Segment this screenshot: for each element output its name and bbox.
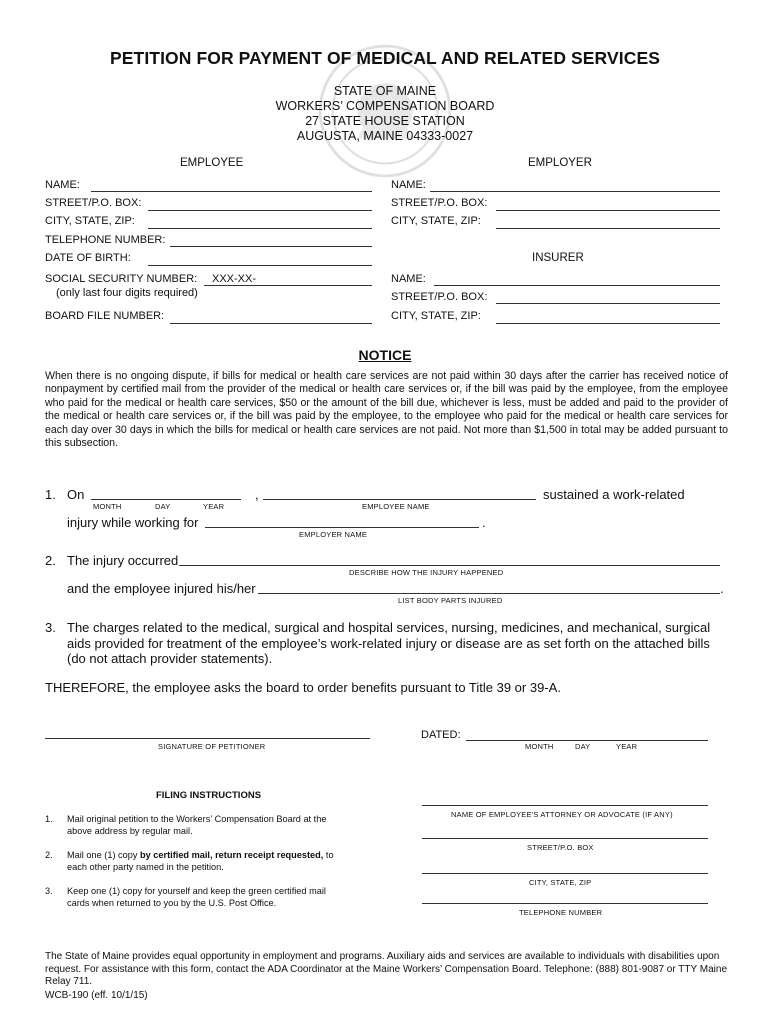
item1-month-caption: MONTH xyxy=(93,502,122,511)
insurer-heading: INSURER xyxy=(532,252,584,264)
filing-item3-line2: cards when returned to you by the U.S. Post Office. xyxy=(67,898,277,908)
employee-heading: EMPLOYEE xyxy=(180,157,244,169)
employee-dob-label: DATE OF BIRTH: xyxy=(45,252,131,264)
item1-number: 1. xyxy=(45,487,56,502)
filing-item3-number: 3. xyxy=(45,886,53,896)
attorney-street-caption: STREET/P.O. BOX xyxy=(527,843,594,852)
employee-phone-field[interactable] xyxy=(170,246,372,247)
item1-sustained: sustained a work-related xyxy=(543,487,685,502)
dated-year-caption: YEAR xyxy=(616,742,638,751)
employee-ssn-label: SOCIAL SECURITY NUMBER: xyxy=(45,273,198,285)
filing-heading: FILING INSTRUCTIONS xyxy=(156,790,262,801)
filing-item3-line1: Keep one (1) copy for yourself and keep the green certified mail xyxy=(67,886,326,896)
employer-city-label: CITY, STATE, ZIP: xyxy=(391,215,481,227)
item2-describe-field[interactable] xyxy=(179,565,720,566)
item1-employee-name-field[interactable] xyxy=(263,499,536,500)
dated-label: DATED: xyxy=(421,729,461,741)
item1-year-caption: YEAR xyxy=(203,502,225,511)
employee-city-label: CITY, STATE, ZIP: xyxy=(45,215,135,227)
employee-name-field[interactable] xyxy=(91,191,372,192)
employee-street-label: STREET/P.O. BOX: xyxy=(45,197,142,209)
employee-phone-label: TELEPHONE NUMBER: xyxy=(45,234,166,246)
signature-caption: SIGNATURE OF PETITIONER xyxy=(158,742,266,751)
item1-employer-caption: EMPLOYER NAME xyxy=(299,530,368,539)
insurer-city-label: CITY, STATE, ZIP: xyxy=(391,310,481,322)
filing-item2-line2: each other party named in the petition. xyxy=(67,862,224,872)
dated-field[interactable] xyxy=(466,740,708,741)
employer-city-field[interactable] xyxy=(496,228,720,229)
item1-day-caption: DAY xyxy=(155,502,171,511)
footer-equal-opportunity: The State of Maine provides equal opportunity in employment and programs. Auxiliary aids and services are available to individuals with disabilities upon request. For assistance with this form, contact the ADA Coordinator at the Maine Workers’ Compensation Board. Telephone: (888) 801-9087 or TTY Maine Relay 711. xyxy=(45,951,728,988)
item1-period: . xyxy=(482,515,486,530)
item2-injured: and the employee injured his/her xyxy=(67,581,256,596)
attorney-city-field[interactable] xyxy=(422,873,708,874)
form-id: WCB-190 (eff. 10/1/15) xyxy=(45,990,148,1001)
item2-number: 2. xyxy=(45,553,56,568)
employee-street-field[interactable] xyxy=(148,210,372,211)
employee-ssn-note: (only last four digits required) xyxy=(56,287,198,299)
form-title: PETITION FOR PAYMENT OF MEDICAL AND RELATED SERVICES xyxy=(109,48,660,68)
signature-field[interactable] xyxy=(45,738,370,739)
filing-item1-number: 1. xyxy=(45,814,53,824)
filing-item1-line1: Mail original petition to the Workers’ Compensation Board at the xyxy=(67,814,327,824)
item1-employee-name-caption: EMPLOYEE NAME xyxy=(362,502,430,511)
filing-item2-line1: Mail one (1) copy by certified mail, return receipt requested, to xyxy=(67,850,334,860)
filing-item1-line2: above address by regular mail. xyxy=(67,826,193,836)
employer-name-field[interactable] xyxy=(430,191,720,192)
insurer-street-field[interactable] xyxy=(496,303,720,304)
item1-comma: , xyxy=(255,487,259,502)
notice-text: When there is no ongoing dispute, if bills for medical or health care services are not paid within 30 days after the carrier has received notice of nonpayment by certified mail from the provider of the medical or health care services or, if the bill was paid by the employee, from the employee who paid for the medical or health care services, $50 or the amount of the bill due, whichever is less, must be added and paid to the provider of the medical or health care services or, if the bill was paid by the employee, to the employee who paid for the medical or health care services for each day over 30 days in which the bills for medical or health care services are not paid. Not more than $1,500 in total may be added pursuant to this subsection. xyxy=(45,370,728,450)
employee-city-field[interactable] xyxy=(148,228,372,229)
filing-item2-number: 2. xyxy=(45,850,53,860)
employer-name-label: NAME: xyxy=(391,179,426,191)
item3-number: 3. xyxy=(45,620,56,635)
attorney-city-caption: CITY, STATE, ZIP xyxy=(529,878,592,887)
employer-street-label: STREET/P.O. BOX: xyxy=(391,197,488,209)
employee-name-label: NAME: xyxy=(45,179,80,191)
item1-injury-while: injury while working for xyxy=(67,515,199,530)
employee-board-file-field[interactable] xyxy=(170,323,372,324)
therefore-statement: THEREFORE, the employee asks the board to order benefits pursuant to Title 39 or 39-A. xyxy=(45,680,561,695)
attorney-street-field[interactable] xyxy=(422,838,708,839)
item1-date-field[interactable] xyxy=(91,499,241,500)
agency-state: STATE OF MAINE xyxy=(333,84,437,98)
item2-body-parts-caption: LIST BODY PARTS INJURED xyxy=(398,596,503,605)
item2-period: . xyxy=(720,581,724,596)
insurer-city-field[interactable] xyxy=(496,323,720,324)
item2-occurred: The injury occurred xyxy=(67,553,179,568)
agency-station: 27 STATE HOUSE STATION xyxy=(305,114,465,128)
attorney-phone-caption: TELEPHONE NUMBER xyxy=(519,908,603,917)
employee-dob-field[interactable] xyxy=(148,265,372,266)
attorney-name-field[interactable] xyxy=(422,805,708,806)
notice-heading: NOTICE xyxy=(358,347,412,363)
employer-heading: EMPLOYER xyxy=(528,157,592,169)
insurer-name-label: NAME: xyxy=(391,273,426,285)
employee-board-file-label: BOARD FILE NUMBER: xyxy=(45,310,165,322)
item2-body-parts-field[interactable] xyxy=(258,593,720,594)
item3-text: The charges related to the medical, surgical and hospital services, nursing, medicines, and mechanical, surgical aids provided for treatment of the employee’s work-related injury or disease are as set forth on the attached bills (do not attach provider statements). xyxy=(67,620,711,667)
attorney-phone-field[interactable] xyxy=(422,903,708,904)
agency-board: WORKERS’ COMPENSATION BOARD xyxy=(275,99,495,113)
item2-describe-caption: DESCRIBE HOW THE INJURY HAPPENED xyxy=(349,568,504,577)
employee-ssn-prefix: XXX-XX- xyxy=(212,273,257,285)
employer-street-field[interactable] xyxy=(496,210,720,211)
employee-ssn-field[interactable] xyxy=(204,285,372,286)
attorney-name-caption: NAME OF EMPLOYEE'S ATTORNEY OR ADVOCATE (IF ANY) xyxy=(451,810,673,819)
item1-employer-field[interactable] xyxy=(205,527,479,528)
insurer-name-field[interactable] xyxy=(434,285,720,286)
dated-day-caption: DAY xyxy=(575,742,591,751)
dated-month-caption: MONTH xyxy=(525,742,554,751)
agency-city: AUGUSTA, MAINE 04333-0027 xyxy=(296,129,474,143)
insurer-street-label: STREET/P.O. BOX: xyxy=(391,291,488,303)
item1-on: On xyxy=(67,487,85,502)
